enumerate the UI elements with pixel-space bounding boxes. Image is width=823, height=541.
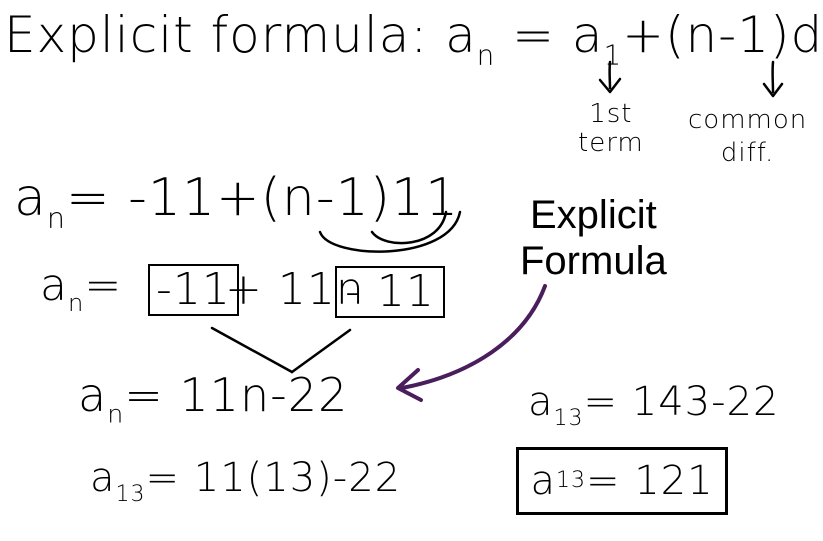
common-diff-line1: common [688, 105, 808, 135]
first-term-line2: term [578, 127, 644, 158]
combine-line-right [292, 330, 350, 372]
step2-sub: n [67, 288, 85, 317]
callout-line1: Explicit [530, 193, 657, 237]
step4-a: a [90, 455, 116, 501]
step3-equation [78, 368, 349, 429]
step3-a: a [78, 368, 108, 422]
step2-box-constant-text: -11 [156, 264, 231, 315]
step5-sub: 13 [553, 405, 584, 431]
step4-equation [90, 455, 402, 507]
combine-line-left [212, 328, 292, 372]
answer-sub: 13 [555, 468, 586, 493]
step2-equation [40, 260, 123, 317]
answer-rest: = 121 [585, 458, 714, 504]
title-formula [4, 6, 823, 72]
callout-arrow-head [398, 370, 421, 400]
step2-box-negative-text: - 11 [345, 266, 435, 317]
step4-sub: 13 [115, 481, 146, 507]
explicit-formula-callout [520, 192, 667, 284]
step1-a: a [14, 168, 47, 228]
step5-a: a [528, 379, 554, 425]
step5-equation [528, 379, 780, 431]
step5-rest: = 143-22 [583, 379, 780, 425]
title-lhs: a [445, 6, 477, 64]
first-term-label [578, 100, 644, 157]
title-lhs-sub: n [476, 39, 496, 72]
step2-box-negative [335, 266, 445, 318]
final-answer-box [516, 447, 728, 515]
step2-a: a [40, 260, 68, 311]
first-term-line1: 1st [589, 99, 633, 129]
common-diff-label [688, 104, 807, 169]
step3-sub: n [107, 399, 125, 429]
title-rhs-a-sub: 1 [603, 39, 623, 72]
common-diff-line2: diff. [720, 137, 775, 168]
first-term-arrow-head [600, 79, 620, 92]
common-diff-arrow-head [764, 84, 782, 96]
step2-eq: = [84, 260, 123, 311]
step1-rest: = -11+(n-1)11 [66, 168, 460, 228]
step4-rest: = 11(13)-22 [145, 455, 402, 501]
step3-rest: = 11n-22 [124, 368, 349, 422]
step2-middle-text: + 11n [225, 264, 365, 315]
title-rhs-a: = a [512, 6, 604, 64]
callout-line2: Formula [520, 239, 667, 283]
step1-sub: n [46, 200, 66, 235]
step1-equation [14, 168, 460, 235]
title-rhs-rest: +(n-1)d [622, 6, 823, 64]
title-label: Explicit formula: [4, 6, 429, 64]
answer-a: a [530, 458, 556, 504]
